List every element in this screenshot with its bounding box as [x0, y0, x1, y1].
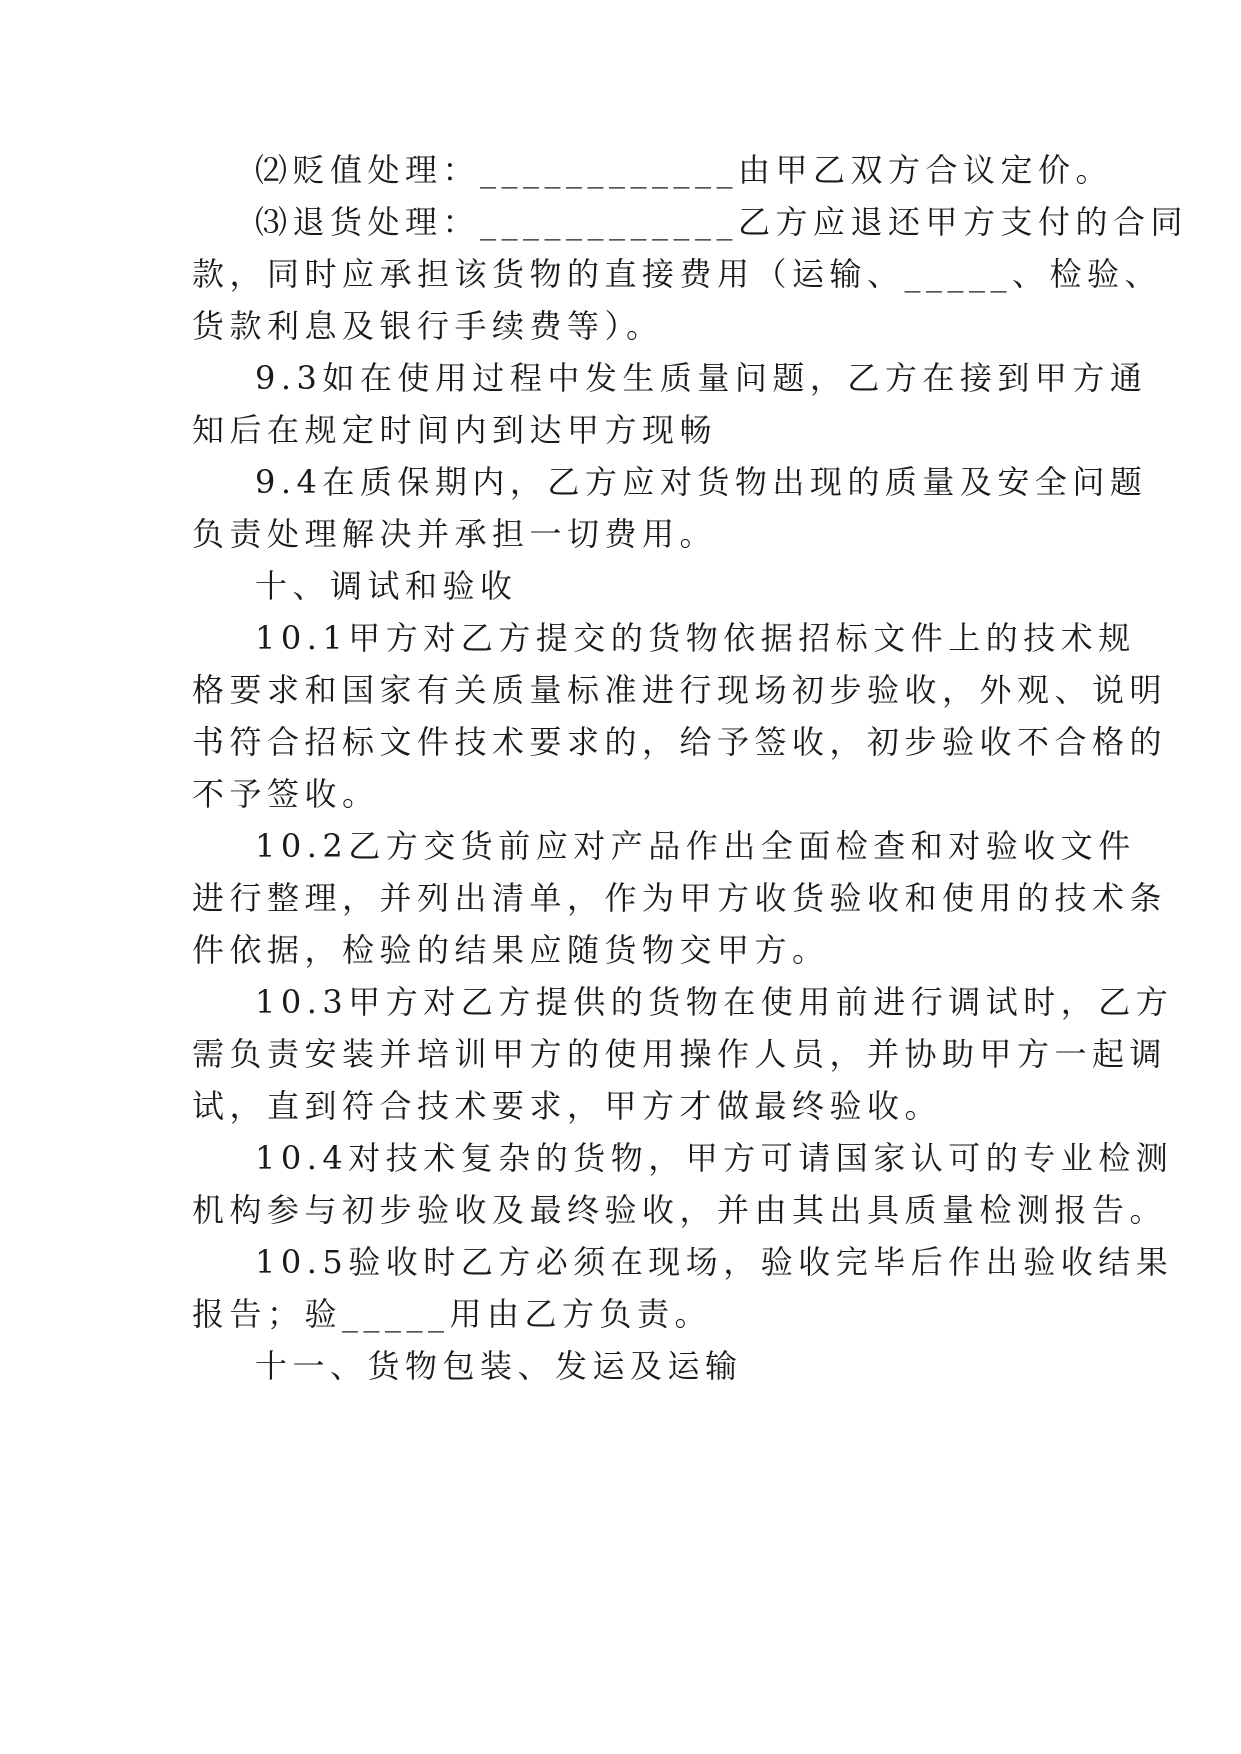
clause-10-5: 10.5验收时乙方必须在现场，验收完毕后作出验收结果 [255, 1243, 1174, 1281]
text-line: 书符合招标文件技术要求的，给予签收，初步验收不合格的 [192, 723, 1168, 761]
clause-9-2-2: ⑵贬值处理：____________由甲乙双方合议定价。 [255, 151, 1114, 189]
text-line: 机构参与初步验收及最终验收，并由其出具质量检测报告。 [192, 1191, 1168, 1229]
text-line: 件依据，检验的结果应随货物交甲方。 [192, 931, 830, 969]
text-line: 格要求和国家有关质量标准进行现场初步验收，外观、说明 [192, 671, 1168, 709]
section-heading-10: 十、调试和验收 [255, 567, 518, 605]
text-line: 试，直到符合技术要求，甲方才做最终验收。 [192, 1087, 943, 1125]
text-line: 款，同时应承担该货物的直接费用（运输、_____、检验、 [192, 255, 1163, 293]
text-line: 报告；验_____用由乙方负责。 [192, 1295, 713, 1333]
text-line: 负责处理解决并承担一切费用。 [192, 515, 718, 553]
text-line: 货款利息及银行手续费等）。 [192, 307, 664, 345]
text-line: 知后在规定时间内到达甲方现畅 [192, 411, 718, 449]
text-line: 不予签收。 [192, 775, 380, 813]
clause-9-2-3: ⑶退货处理：____________乙方应退还甲方支付的合同 [255, 203, 1189, 241]
clause-10-2: 10.2乙方交货前应对产品作出全面检查和对验收文件 [255, 827, 1136, 865]
clause-10-3: 10.3甲方对乙方提供的货物在使用前进行调试时，乙方 [255, 983, 1174, 1021]
clause-9-4: 9.4在质保期内，乙方应对货物出现的质量及安全问题 [255, 463, 1148, 501]
section-heading-11: 十一、货物包装、发运及运输 [255, 1347, 743, 1385]
text-line: 进行整理，并列出清单，作为甲方收货验收和使用的技术条 [192, 879, 1168, 917]
clause-10-1: 10.1甲方对乙方提交的货物依据招标文件上的技术规 [255, 619, 1136, 657]
text-line: 需负责安装并培训甲方的使用操作人员，并协助甲方一起调 [192, 1035, 1168, 1073]
clause-10-4: 10.4对技术复杂的货物，甲方可请国家认可的专业检测 [255, 1139, 1174, 1177]
clause-9-3: 9.3如在使用过程中发生质量问题，乙方在接到甲方通 [255, 359, 1148, 397]
